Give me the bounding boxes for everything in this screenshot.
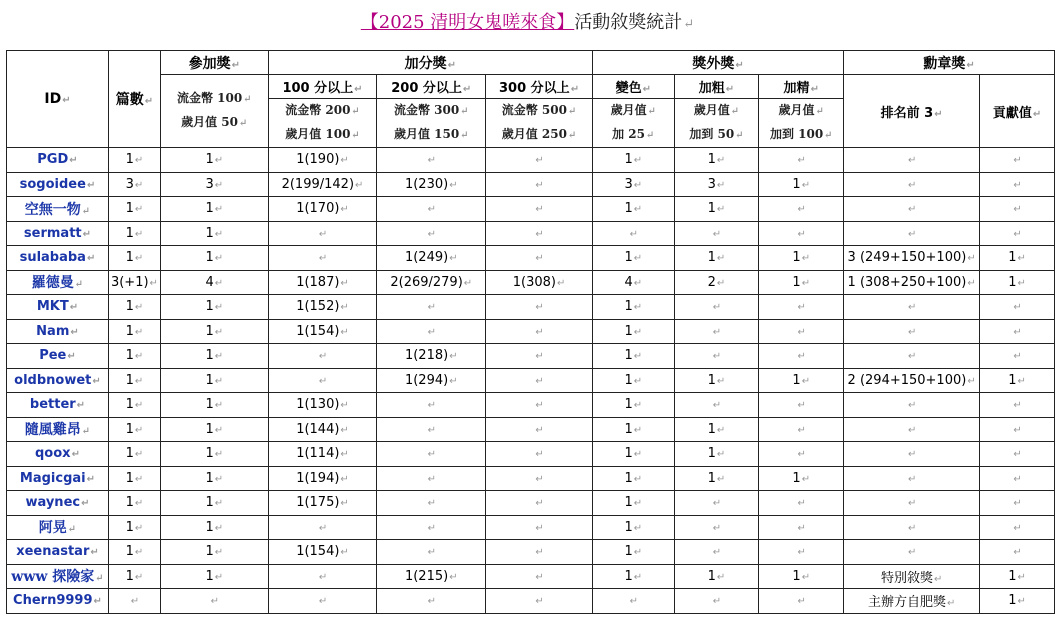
cell-bonus-200: ↵ <box>377 221 486 246</box>
cell-extra-featured: ↵ <box>759 491 844 516</box>
cell-extra-featured: 1↵ <box>759 368 844 393</box>
cell-bonus-100: 1(175)↵ <box>268 491 377 516</box>
cell-extra-color: ↵ <box>592 589 674 614</box>
cell-id: Nam↵ <box>7 319 109 344</box>
cell-bonus-100: 1(154)↵ <box>268 319 377 344</box>
cell-id: 隨風雞昂↵ <box>7 417 109 442</box>
table-row <box>7 295 1055 320</box>
table-row <box>7 221 1055 246</box>
cell-participation: 1↵ <box>160 417 268 442</box>
cell-participation: 1↵ <box>160 515 268 540</box>
cell-bonus-100: 1(152)↵ <box>268 295 377 320</box>
cell-medal-top3: 3 (249+150+100)↵ <box>844 246 980 271</box>
cell-bonus-200: ↵ <box>377 197 486 222</box>
table-row <box>7 246 1055 271</box>
cell-extra-bold: 1↵ <box>674 466 759 491</box>
cell-bonus-300: ↵ <box>486 221 593 246</box>
cell-extra-color: 1↵ <box>592 417 674 442</box>
cell-bonus-100: ↵ <box>268 368 377 393</box>
cell-bonus-300: ↵ <box>486 564 593 589</box>
cell-bonus-100: 1(170)↵ <box>268 197 377 222</box>
cell-extra-bold: ↵ <box>674 515 759 540</box>
cell-extra-bold: ↵ <box>674 540 759 565</box>
cell-id: PGD↵ <box>7 148 109 173</box>
cell-bonus-300: ↵ <box>486 540 593 565</box>
cell-id: www 探險家↵ <box>7 564 109 589</box>
header-medal-top3: 排名前 3↵ <box>844 75 980 148</box>
cell-extra-color: 1↵ <box>592 564 674 589</box>
header-bonus-200: 200 分以上↵ <box>377 75 486 99</box>
cell-medal-contribution: ↵ <box>980 172 1055 197</box>
cell-medal-top3: ↵ <box>844 319 980 344</box>
table-row <box>7 148 1055 173</box>
cell-count: 1↵ <box>108 393 160 418</box>
cell-extra-featured: 1↵ <box>759 172 844 197</box>
cell-bonus-300: ↵ <box>486 589 593 614</box>
cell-extra-color: 1↵ <box>592 515 674 540</box>
cell-participation: 4↵ <box>160 270 268 295</box>
cell-bonus-100: 1(154)↵ <box>268 540 377 565</box>
cell-bonus-200: ↵ <box>377 589 486 614</box>
cell-bonus-200: ↵ <box>377 295 486 320</box>
cell-participation: ↵ <box>160 589 268 614</box>
cell-bonus-200: ↵ <box>377 491 486 516</box>
table-row <box>7 417 1055 442</box>
cell-extra-bold: 1↵ <box>674 148 759 173</box>
cell-id: sermatt↵ <box>7 221 109 246</box>
cell-extra-bold: ↵ <box>674 344 759 369</box>
cell-extra-bold: 1↵ <box>674 417 759 442</box>
cell-participation: 1↵ <box>160 491 268 516</box>
cell-bonus-100: 1(144)↵ <box>268 417 377 442</box>
cell-medal-contribution: ↵ <box>980 515 1055 540</box>
header-extra-color-sub: 歲月值↵ 加 25↵ <box>592 99 674 148</box>
cell-participation: 1↵ <box>160 466 268 491</box>
cell-bonus-300: ↵ <box>486 172 593 197</box>
cell-count: 1↵ <box>108 319 160 344</box>
cell-extra-featured: ↵ <box>759 589 844 614</box>
cell-medal-contribution: ↵ <box>980 466 1055 491</box>
cell-bonus-100: ↵ <box>268 344 377 369</box>
cell-extra-color: 1↵ <box>592 491 674 516</box>
cell-medal-contribution: ↵ <box>980 148 1055 173</box>
cell-extra-featured: ↵ <box>759 148 844 173</box>
cell-medal-top3: ↵ <box>844 417 980 442</box>
cell-id: MKT↵ <box>7 295 109 320</box>
cell-bonus-200: 1(249)↵ <box>377 246 486 271</box>
cell-participation: 1↵ <box>160 148 268 173</box>
cell-bonus-300: ↵ <box>486 368 593 393</box>
header-medal-contribution: 貢獻值↵ <box>980 75 1055 148</box>
table-row <box>7 491 1055 516</box>
cell-medal-top3: ↵ <box>844 172 980 197</box>
cell-bonus-200: 1(215)↵ <box>377 564 486 589</box>
header-participation: 參加獎↵ <box>160 51 268 75</box>
cell-count: 1↵ <box>108 564 160 589</box>
cell-extra-featured: ↵ <box>759 442 844 467</box>
cell-bonus-200: ↵ <box>377 417 486 442</box>
cell-extra-featured: ↵ <box>759 417 844 442</box>
cell-count: 3(+1)↵ <box>108 270 160 295</box>
cell-medal-contribution: ↵ <box>980 491 1055 516</box>
cell-bonus-200: ↵ <box>377 540 486 565</box>
cell-extra-featured: ↵ <box>759 515 844 540</box>
cell-id: 空無一物↵ <box>7 197 109 222</box>
cell-medal-top3: ↵ <box>844 221 980 246</box>
cell-extra-bold: 3↵ <box>674 172 759 197</box>
cell-participation: 1↵ <box>160 344 268 369</box>
cell-extra-bold: 1↵ <box>674 564 759 589</box>
cell-bonus-200: ↵ <box>377 393 486 418</box>
header-extra-bold-sub: 歲月值↵ 加到 50↵ <box>674 99 759 148</box>
cell-id: sulababa↵ <box>7 246 109 271</box>
cell-extra-color: 1↵ <box>592 442 674 467</box>
cell-extra-color: 1↵ <box>592 319 674 344</box>
header-medal: 勳章獎↵ <box>844 51 1055 75</box>
cell-participation: 1↵ <box>160 319 268 344</box>
cell-bonus-100: ↵ <box>268 515 377 540</box>
cell-medal-top3: ↵ <box>844 466 980 491</box>
cell-bonus-300: ↵ <box>486 417 593 442</box>
cell-bonus-200: ↵ <box>377 466 486 491</box>
cell-count: 1↵ <box>108 491 160 516</box>
cell-bonus-300: ↵ <box>486 442 593 467</box>
cell-count: 1↵ <box>108 466 160 491</box>
cell-extra-color: ↵ <box>592 221 674 246</box>
cell-extra-featured: 1↵ <box>759 270 844 295</box>
cell-extra-bold: ↵ <box>674 295 759 320</box>
cell-participation: 1↵ <box>160 564 268 589</box>
document-title <box>0 10 1055 38</box>
cell-medal-top3: ↵ <box>844 540 980 565</box>
header-extra-featured-sub: 歲月值↵ 加到 100↵ <box>759 99 844 148</box>
cell-participation: 1↵ <box>160 393 268 418</box>
cell-participation: 1↵ <box>160 246 268 271</box>
cell-medal-top3: 特別敘獎↵ <box>844 564 980 589</box>
table-body <box>7 148 1055 614</box>
cell-medal-contribution: 1↵ <box>980 270 1055 295</box>
cell-medal-top3: ↵ <box>844 148 980 173</box>
cell-bonus-100: ↵ <box>268 246 377 271</box>
cell-bonus-200: ↵ <box>377 319 486 344</box>
paragraph-mark: ↵ <box>683 17 695 32</box>
table-row <box>7 589 1055 614</box>
cell-id: better↵ <box>7 393 109 418</box>
cell-medal-contribution: ↵ <box>980 417 1055 442</box>
cell-extra-bold: ↵ <box>674 491 759 516</box>
cell-count: 1↵ <box>108 246 160 271</box>
cell-count: 1↵ <box>108 515 160 540</box>
cell-bonus-200: 2(269/279)↵ <box>377 270 486 295</box>
cell-extra-bold: 1↵ <box>674 442 759 467</box>
cell-extra-bold: ↵ <box>674 221 759 246</box>
table-row <box>7 270 1055 295</box>
cell-extra-color: 1↵ <box>592 393 674 418</box>
cell-extra-featured: ↵ <box>759 344 844 369</box>
cell-id: oldbnowet↵ <box>7 368 109 393</box>
cell-medal-top3: 主辦方自肥獎↵ <box>844 589 980 614</box>
cell-count: 3↵ <box>108 172 160 197</box>
cell-extra-bold: ↵ <box>674 589 759 614</box>
cell-extra-color: 1↵ <box>592 246 674 271</box>
awards-table <box>6 50 1055 614</box>
cell-medal-contribution: 1↵ <box>980 589 1055 614</box>
header-bonus: 加分獎↵ <box>268 51 592 75</box>
cell-id: Pee↵ <box>7 344 109 369</box>
cell-id: 羅德曼↵ <box>7 270 109 295</box>
header-extra: 獎外獎↵ <box>592 51 843 75</box>
cell-participation: 1↵ <box>160 368 268 393</box>
cell-participation: 3↵ <box>160 172 268 197</box>
cell-id: Magicgai↵ <box>7 466 109 491</box>
cell-extra-color: 1↵ <box>592 368 674 393</box>
cell-extra-featured: ↵ <box>759 319 844 344</box>
cell-extra-color: 1↵ <box>592 466 674 491</box>
title-rest: 活動敘獎統計 <box>574 12 683 33</box>
cell-participation: 1↵ <box>160 221 268 246</box>
table-row <box>7 197 1055 222</box>
cell-count: 1↵ <box>108 295 160 320</box>
cell-medal-top3: ↵ <box>844 393 980 418</box>
cell-medal-top3: 1 (308+250+100)↵ <box>844 270 980 295</box>
cell-medal-contribution: ↵ <box>980 344 1055 369</box>
table-row <box>7 442 1055 467</box>
header-bonus-300: 300 分以上↵ <box>486 75 593 99</box>
cell-count: 1↵ <box>108 148 160 173</box>
cell-extra-color: 1↵ <box>592 197 674 222</box>
cell-medal-contribution: ↵ <box>980 540 1055 565</box>
cell-extra-bold: 1↵ <box>674 246 759 271</box>
cell-extra-bold: 2↵ <box>674 270 759 295</box>
cell-count: ↵ <box>108 589 160 614</box>
cell-extra-bold: 1↵ <box>674 197 759 222</box>
cell-id: sogoidee↵ <box>7 172 109 197</box>
cell-extra-color: 1↵ <box>592 344 674 369</box>
cell-medal-contribution: 1↵ <box>980 564 1055 589</box>
cell-medal-top3: ↵ <box>844 197 980 222</box>
table-row <box>7 540 1055 565</box>
header-bonus-300-sub: 流金幣 500↵ 歲月值 250↵ <box>486 99 593 148</box>
cell-medal-top3: ↵ <box>844 491 980 516</box>
cell-bonus-300: ↵ <box>486 246 593 271</box>
cell-bonus-200: ↵ <box>377 148 486 173</box>
cell-extra-featured: ↵ <box>759 540 844 565</box>
cell-medal-top3: ↵ <box>844 344 980 369</box>
table-row <box>7 319 1055 344</box>
cell-bonus-100: ↵ <box>268 589 377 614</box>
cell-medal-contribution: 1↵ <box>980 246 1055 271</box>
cell-bonus-200: 1(218)↵ <box>377 344 486 369</box>
cell-count: 1↵ <box>108 442 160 467</box>
cell-medal-top3: ↵ <box>844 515 980 540</box>
cell-extra-color: 1↵ <box>592 540 674 565</box>
cell-medal-contribution: ↵ <box>980 197 1055 222</box>
cell-extra-featured: ↵ <box>759 393 844 418</box>
cell-participation: 1↵ <box>160 197 268 222</box>
header-bonus-100: 100 分以上↵ <box>268 75 377 99</box>
cell-medal-contribution: ↵ <box>980 221 1055 246</box>
cell-medal-top3: ↵ <box>844 442 980 467</box>
cell-bonus-200: ↵ <box>377 442 486 467</box>
table-row <box>7 564 1055 589</box>
cell-bonus-200: 1(230)↵ <box>377 172 486 197</box>
cell-bonus-300: 1(308)↵ <box>486 270 593 295</box>
cell-bonus-200: 1(294)↵ <box>377 368 486 393</box>
cell-participation: 1↵ <box>160 540 268 565</box>
header-bonus-100-sub: 流金幣 200↵ 歲月值 100↵ <box>268 99 377 148</box>
cell-extra-featured: ↵ <box>759 295 844 320</box>
header-participation-sub: 流金幣 100↵ 歲月值 50↵ <box>160 75 268 148</box>
title-highlight: 【2025 清明女鬼嗟來食】 <box>360 12 575 33</box>
cell-participation: 1↵ <box>160 295 268 320</box>
cell-extra-color: 4↵ <box>592 270 674 295</box>
cell-extra-color: 1↵ <box>592 148 674 173</box>
cell-extra-bold: ↵ <box>674 319 759 344</box>
cell-extra-featured: ↵ <box>759 197 844 222</box>
cell-extra-color: 3↵ <box>592 172 674 197</box>
cell-bonus-100: ↵ <box>268 564 377 589</box>
header-extra-bold: 加粗↵ <box>674 75 759 99</box>
table-row <box>7 368 1055 393</box>
cell-extra-bold: ↵ <box>674 393 759 418</box>
cell-bonus-300: ↵ <box>486 197 593 222</box>
cell-bonus-300: ↵ <box>486 295 593 320</box>
cell-count: 1↵ <box>108 197 160 222</box>
header-extra-featured: 加精↵ <box>759 75 844 99</box>
table-row <box>7 393 1055 418</box>
cell-bonus-300: ↵ <box>486 466 593 491</box>
cell-medal-contribution: 1↵ <box>980 368 1055 393</box>
cell-bonus-300: ↵ <box>486 344 593 369</box>
cell-extra-featured: ↵ <box>759 221 844 246</box>
cell-extra-featured: 1↵ <box>759 564 844 589</box>
cell-id: xeenastar↵ <box>7 540 109 565</box>
table-row <box>7 344 1055 369</box>
cell-id: qoox↵ <box>7 442 109 467</box>
cell-medal-contribution: ↵ <box>980 393 1055 418</box>
cell-id: Chern9999↵ <box>7 589 109 614</box>
cell-bonus-100: 1(194)↵ <box>268 466 377 491</box>
cell-bonus-100: 1(187)↵ <box>268 270 377 295</box>
cell-extra-featured: 1↵ <box>759 466 844 491</box>
table-row <box>7 466 1055 491</box>
cell-bonus-200: ↵ <box>377 515 486 540</box>
header-extra-color: 變色↵ <box>592 75 674 99</box>
cell-bonus-300: ↵ <box>486 393 593 418</box>
cell-count: 1↵ <box>108 221 160 246</box>
cell-medal-contribution: ↵ <box>980 319 1055 344</box>
cell-medal-contribution: ↵ <box>980 442 1055 467</box>
cell-extra-color: 1↵ <box>592 295 674 320</box>
cell-count: 1↵ <box>108 344 160 369</box>
cell-bonus-100: ↵ <box>268 221 377 246</box>
cell-bonus-300: ↵ <box>486 515 593 540</box>
cell-bonus-100: 2(199/142)↵ <box>268 172 377 197</box>
cell-bonus-100: 1(190)↵ <box>268 148 377 173</box>
cell-extra-bold: 1↵ <box>674 368 759 393</box>
cell-bonus-100: 1(114)↵ <box>268 442 377 467</box>
cell-count: 1↵ <box>108 540 160 565</box>
cell-bonus-300: ↵ <box>486 319 593 344</box>
cell-bonus-100: 1(130)↵ <box>268 393 377 418</box>
header-id: ID↵ <box>7 51 109 148</box>
cell-bonus-300: ↵ <box>486 148 593 173</box>
header-bonus-200-sub: 流金幣 300↵ 歲月值 150↵ <box>377 99 486 148</box>
cell-medal-top3: 2 (294+150+100)↵ <box>844 368 980 393</box>
cell-id: waynec↵ <box>7 491 109 516</box>
cell-medal-top3: ↵ <box>844 295 980 320</box>
table-row <box>7 515 1055 540</box>
cell-participation: 1↵ <box>160 442 268 467</box>
cell-medal-contribution: ↵ <box>980 295 1055 320</box>
header-count: 篇數↵ <box>108 51 160 148</box>
cell-bonus-300: ↵ <box>486 491 593 516</box>
cell-extra-featured: 1↵ <box>759 246 844 271</box>
cell-id: 阿晃↵ <box>7 515 109 540</box>
cell-count: 1↵ <box>108 417 160 442</box>
cell-count: 1↵ <box>108 368 160 393</box>
table-row <box>7 172 1055 197</box>
